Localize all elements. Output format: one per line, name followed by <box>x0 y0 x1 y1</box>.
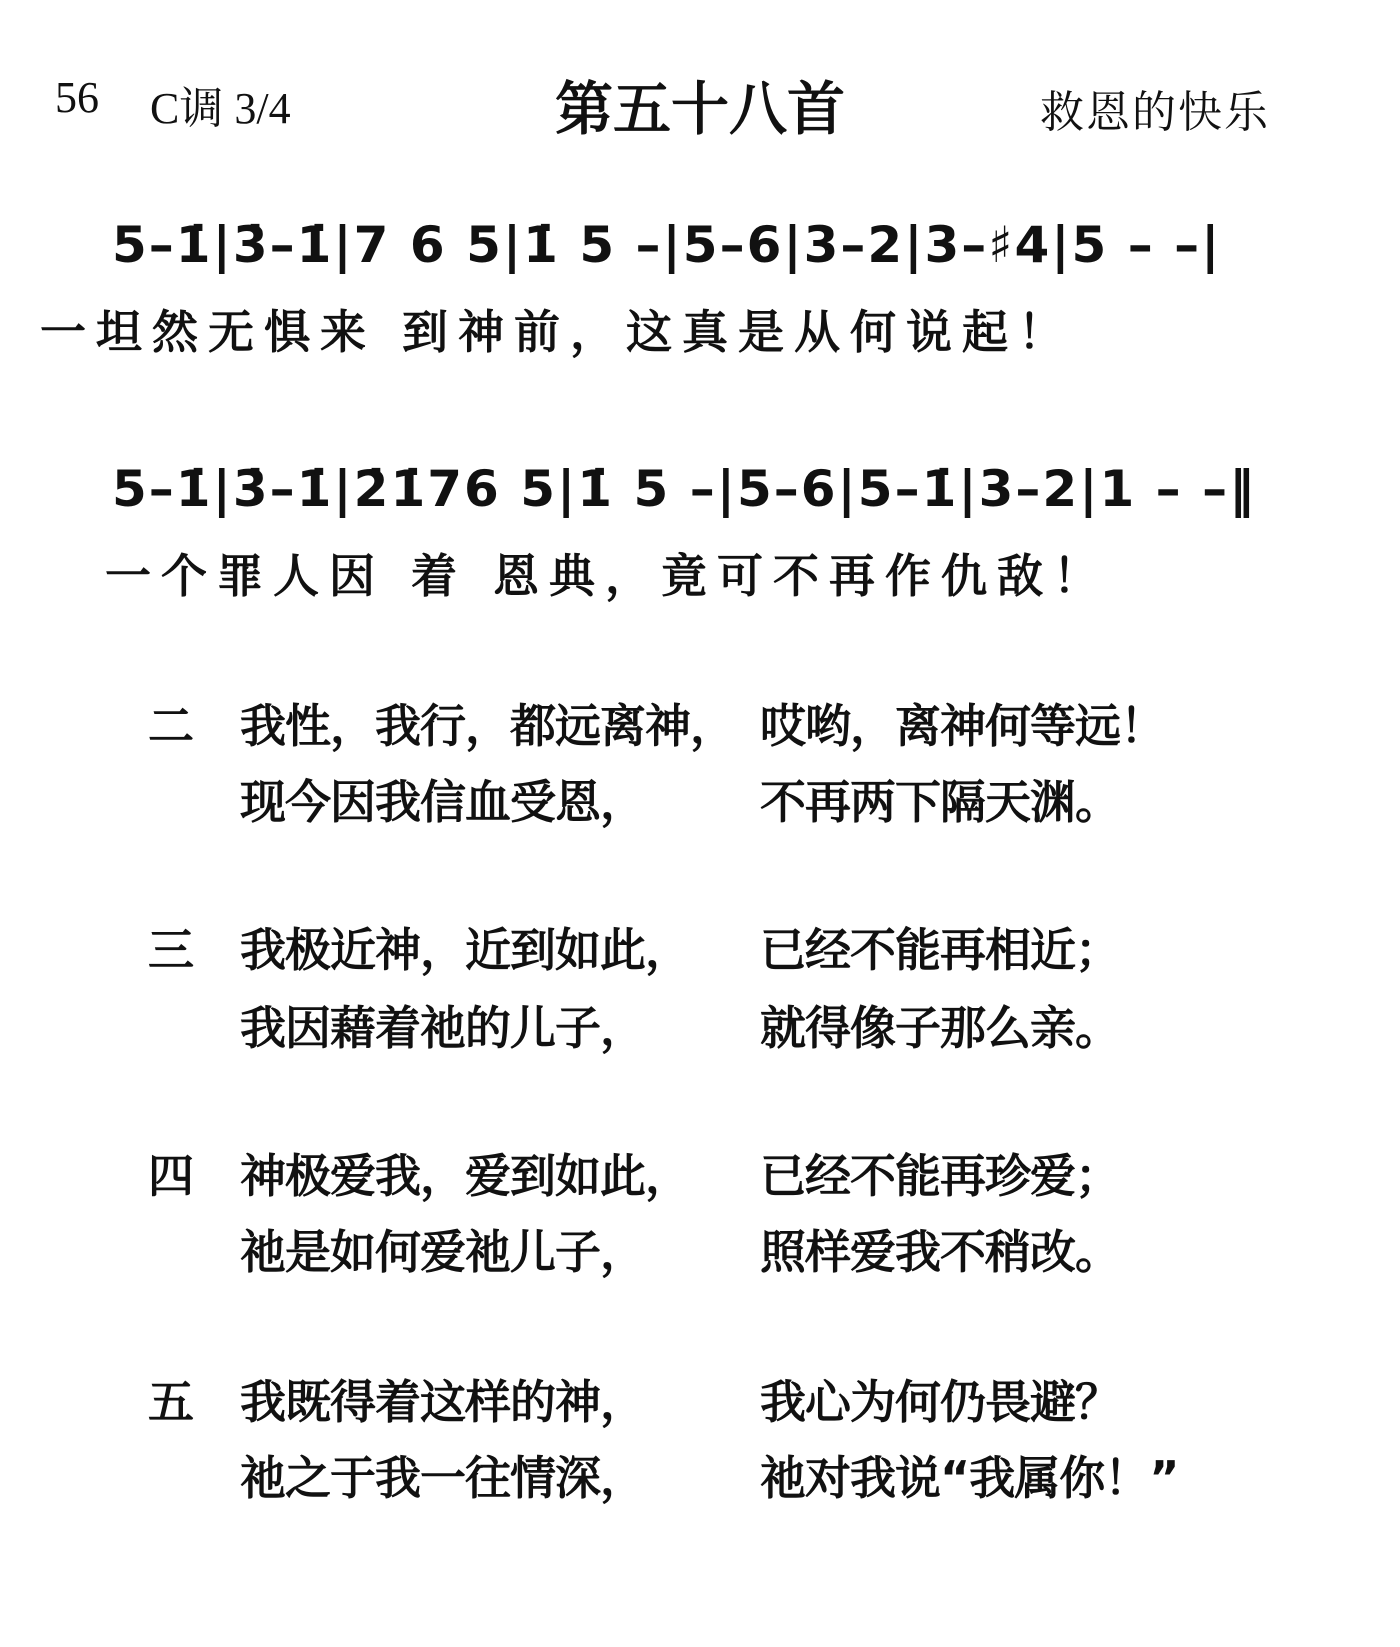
page-title: 第五十八首 <box>554 75 845 143</box>
verse-line: 神极爱我，爱到如此， <box>240 1149 690 1203</box>
verse-line: 不再两下隔天渊。 <box>760 775 1120 829</box>
verse-number: 三 <box>148 923 194 977</box>
notation-line-2: 5–1̇|3̇–1̇|2̇1̇76 5|1̇ 5 –|5–6|5–1̇|3–2|1 – –‖ <box>112 460 1257 518</box>
verse-number: 二 <box>148 699 194 753</box>
verse-line: 就得像子那么亲。 <box>760 1001 1120 1055</box>
verse-line: 我性，我行，都远离神， <box>240 699 735 753</box>
verse-number: 四 <box>148 1149 194 1203</box>
verse-line: 照样爱我不稍改。 <box>760 1225 1120 1279</box>
lyrics-line-2: 一个罪人因 着 恩典，竟可不再作仇敌！ <box>105 549 1110 603</box>
hymn-number: 56 <box>55 73 99 122</box>
verse-line: 我心为何仍畏避？ <box>760 1375 1120 1429</box>
lyrics-line-1: 一坦然无惧来 到神前，这真是从何说起！ <box>40 305 1075 359</box>
verse-line: 已经不能再珍爱； <box>760 1149 1120 1203</box>
verse-line: 现今因我信血受恩， <box>240 775 645 829</box>
verse-line: 我因藉着祂的儿子， <box>240 1001 645 1055</box>
verse-line: 祂之于我一往情深， <box>240 1451 645 1505</box>
verse-line: 哎哟，离神何等远！ <box>760 699 1165 753</box>
verse-line: 祂是如何爱祂儿子， <box>240 1225 645 1279</box>
verse-line: 我既得着这样的神， <box>240 1375 645 1429</box>
notation-line-1: 5–1̇|3̇–1̇|7 6 5|1̇ 5 –|5–6|3–2|3–♯4|5 – –| <box>112 216 1222 274</box>
key-signature: C调 3/4 <box>150 84 291 133</box>
verse-line: 祂对我说“我属你！” <box>760 1451 1179 1505</box>
verse-line: 已经不能再相近； <box>760 923 1120 977</box>
song-name: 救恩的快乐 <box>1040 87 1270 138</box>
verse-number: 五 <box>148 1375 194 1429</box>
verse-line: 我极近神，近到如此， <box>240 923 690 977</box>
